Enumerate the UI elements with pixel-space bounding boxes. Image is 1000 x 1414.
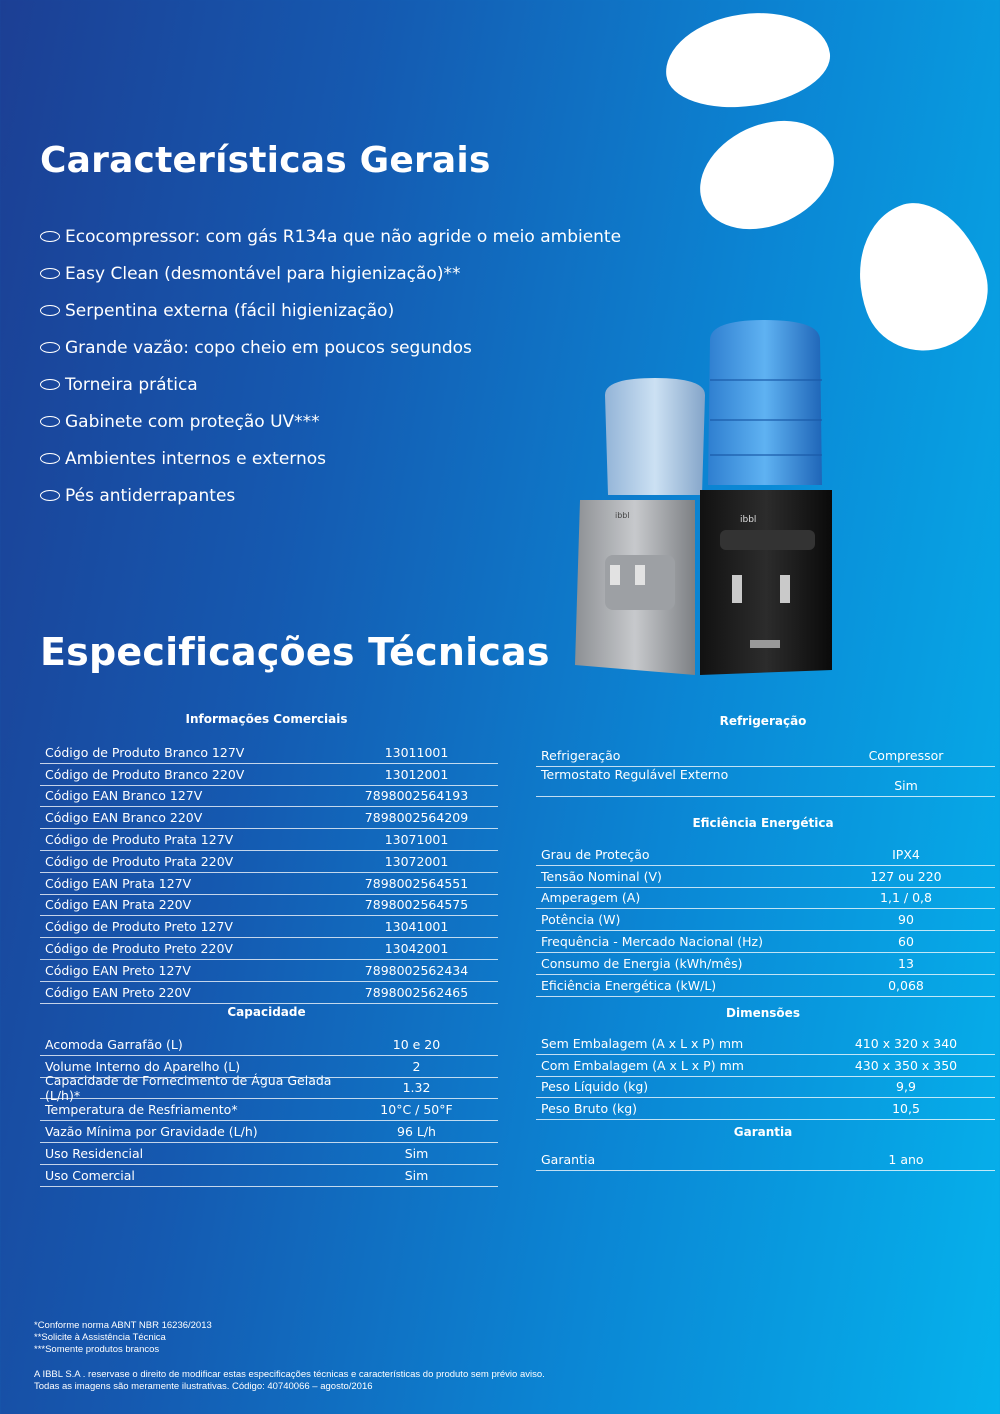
spec-value: Sim — [404, 1167, 429, 1183]
spec-value: 7898002564193 — [364, 788, 469, 804]
spec-row — [40, 1121, 498, 1143]
bullet-icon — [40, 231, 60, 242]
spec-label: Código EAN Preto 127V — [45, 962, 191, 978]
spec-row — [536, 1033, 995, 1055]
spec-value: Sim — [894, 777, 918, 793]
spec-value: 7898002564551 — [364, 875, 469, 891]
table-eficiencia — [536, 844, 995, 997]
spec-label: Eficiência Energética (kW/L) — [541, 977, 717, 993]
spec-label: Vazão Mínima por Gravidade (L/h) — [45, 1124, 258, 1140]
spec-row — [40, 1165, 498, 1187]
bullet-icon — [40, 305, 60, 316]
spec-row — [536, 1055, 995, 1077]
table-capacidade — [40, 1034, 498, 1187]
section-title-garantia: Garantia — [733, 1125, 793, 1139]
features-title: Características Gerais — [40, 140, 491, 181]
table-comerciais — [40, 742, 498, 1004]
spec-value: IPX4 — [892, 846, 920, 862]
feature-item — [40, 403, 621, 440]
spec-value: 7898002564209 — [364, 810, 469, 826]
spec-value: 430 x 350 x 350 — [854, 1057, 958, 1073]
table-dimensoes — [536, 1033, 995, 1120]
spec-value: 90 — [898, 912, 914, 928]
spec-row — [536, 745, 995, 767]
ibbl-logo: ibbl — [740, 515, 757, 525]
specs-title: Especificações Técnicas — [40, 630, 550, 674]
spec-value: 13072001 — [384, 853, 449, 869]
feature-item — [40, 218, 621, 255]
spec-label: Sem Embalagem (A x L x P) mm — [541, 1035, 744, 1051]
spec-row — [40, 873, 498, 895]
spec-row — [40, 742, 498, 764]
feature-item — [40, 255, 621, 292]
feature-item — [40, 477, 621, 514]
section-title-dimensoes: Dimensões — [726, 1006, 800, 1020]
spec-label: Peso Líquido (kg) — [541, 1079, 649, 1095]
spec-label: Código EAN Prata 127V — [45, 875, 192, 891]
table-refrigeracao — [536, 745, 995, 797]
spec-value: 13042001 — [384, 941, 449, 957]
spec-row — [40, 1143, 498, 1165]
spec-label: Código de Produto Branco 220V — [45, 766, 245, 782]
spec-value: 7898002564575 — [364, 897, 469, 913]
spec-value: 10°C / 50°F — [380, 1102, 453, 1118]
feature-item — [40, 329, 621, 366]
spec-value: 2 — [412, 1058, 421, 1074]
spec-value: 1.32 — [402, 1080, 431, 1096]
spec-row — [40, 1034, 498, 1056]
spec-value: 7898002562434 — [364, 962, 469, 978]
spec-value: 13011001 — [384, 744, 449, 760]
spec-value: 96 L/h — [397, 1124, 436, 1140]
table-garantia — [536, 1149, 995, 1171]
spec-label: Temperatura de Resfriamento* — [45, 1102, 238, 1118]
spec-row — [40, 851, 498, 873]
spec-row — [536, 931, 995, 953]
spec-value: Compressor — [868, 747, 944, 763]
spec-label: Código EAN Prata 220V — [45, 897, 192, 913]
spec-value: 410 x 320 x 340 — [854, 1035, 958, 1051]
spec-value: 1 ano — [888, 1151, 924, 1167]
spec-row — [40, 764, 498, 786]
spec-value: 13 — [898, 955, 914, 971]
section-title-capacidade: Capacidade — [227, 1005, 306, 1019]
spec-row — [536, 888, 995, 910]
spec-row — [536, 866, 995, 888]
spec-label: Capacidade de Fornecimento de Água Gelada (L/h)* — [45, 1073, 332, 1103]
feature-text: Serpentina externa (fácil higienização) — [65, 300, 395, 321]
spec-value: 13071001 — [384, 832, 449, 848]
spec-row — [536, 1098, 995, 1120]
ibbl-logo-silver: ibbl — [615, 511, 630, 520]
spec-row — [40, 829, 498, 851]
spec-value: 10,5 — [892, 1101, 920, 1117]
footnote: ***Somente produtos brancos — [34, 1344, 160, 1355]
spec-label: Acomoda Garrafão (L) — [45, 1036, 183, 1052]
spec-label: Grau de Proteção — [541, 846, 650, 862]
spec-label: Código de Produto Branco 127V — [45, 744, 245, 760]
footnote: **Solicite à Assistência Técnica — [34, 1332, 166, 1343]
disclaimer-line: Todas as imagens são meramente ilustrativas. Código: 40740066 – agosto/2016 — [34, 1381, 373, 1392]
spec-label: Código de Produto Prata 127V — [45, 832, 234, 848]
spec-row — [40, 786, 498, 808]
spec-label: Código EAN Preto 220V — [45, 984, 191, 1000]
spec-row — [40, 938, 498, 960]
spec-label: Refrigeração — [541, 747, 621, 763]
water-drop-bottom — [836, 186, 1000, 368]
bullet-icon — [40, 379, 60, 390]
spec-row — [40, 895, 498, 917]
spec-label: Termostato Regulável Externo — [541, 766, 729, 782]
feature-text: Ecocompressor: com gás R134a que não agride o meio ambiente — [65, 226, 622, 247]
spec-value: Sim — [404, 1145, 429, 1161]
spec-value: 9,9 — [896, 1079, 916, 1095]
spec-label: Uso Comercial — [45, 1167, 135, 1183]
disclaimer-line: A IBBL S.A . reservase o direito de modificar estas especificações técnicas e características do produto sem prévio aviso. — [34, 1369, 545, 1380]
feature-text: Easy Clean (desmontável para higienização)** — [65, 263, 461, 284]
feature-text: Pés antiderrapantes — [65, 485, 236, 506]
spec-row — [536, 1077, 995, 1099]
spec-value: 10 e 20 — [392, 1036, 441, 1052]
spec-label: Código de Produto Preto 220V — [45, 941, 233, 957]
spec-label: Peso Bruto (kg) — [541, 1101, 638, 1117]
spec-label: Volume Interno do Aparelho (L) — [45, 1058, 241, 1074]
spec-label: Tensão Nominal (V) — [541, 868, 662, 884]
water-drop-middle — [682, 100, 851, 250]
footnotes — [34, 1320, 212, 1356]
features-list — [40, 218, 621, 514]
section-title-comerciais: Informações Comerciais — [185, 712, 348, 726]
spec-value: 7898002562465 — [364, 984, 469, 1000]
spec-row — [536, 1149, 995, 1171]
spec-row — [40, 960, 498, 982]
spec-label: Potência (W) — [541, 912, 621, 928]
spec-row — [536, 975, 995, 997]
spec-value: 13041001 — [384, 919, 449, 935]
spec-value: 1,1 / 0,8 — [880, 890, 932, 906]
spec-value: 60 — [898, 934, 914, 950]
bullet-icon — [40, 268, 60, 279]
spec-row — [40, 807, 498, 829]
spec-value: 0,068 — [888, 977, 924, 993]
spec-label: Com Embalagem (A x L x P) mm — [541, 1057, 744, 1073]
spec-label: Frequência - Mercado Nacional (Hz) — [541, 934, 763, 950]
spec-row — [536, 844, 995, 866]
spec-row — [40, 1099, 498, 1121]
spec-label: Código de Produto Prata 220V — [45, 853, 234, 869]
spec-row — [40, 916, 498, 938]
bullet-icon — [40, 490, 60, 501]
feature-text: Torneira prática — [65, 374, 198, 395]
spec-row — [536, 909, 995, 931]
feature-item — [40, 292, 621, 329]
feature-item — [40, 366, 621, 403]
section-title-refrigeracao: Refrigeração — [719, 714, 807, 728]
bullet-icon — [40, 342, 60, 353]
spec-row — [536, 767, 995, 797]
feature-item — [40, 440, 621, 477]
spec-label: Uso Residencial — [45, 1145, 144, 1161]
spec-row — [40, 982, 498, 1004]
spec-label: Garantia — [541, 1151, 596, 1167]
footnote: *Conforme norma ABNT NBR 16236/2013 — [34, 1320, 212, 1331]
spec-label: Código EAN Branco 127V — [45, 788, 203, 804]
spec-row — [536, 953, 995, 975]
spec-label: Amperagem (A) — [541, 890, 641, 906]
bullet-icon — [40, 416, 60, 427]
spec-value: 127 ou 220 — [870, 868, 942, 884]
spec-row — [40, 1073, 498, 1103]
spec-value: 13012001 — [384, 766, 449, 782]
feature-text: Grande vazão: copo cheio em poucos segundos — [65, 337, 472, 358]
disclaimer — [34, 1369, 545, 1393]
section-title-eficiencia: Eficiência Energética — [692, 816, 834, 830]
feature-text: Gabinete com proteção UV*** — [65, 411, 320, 432]
water-drop-top — [659, 3, 835, 117]
bullet-icon — [40, 453, 60, 464]
spec-label: Código EAN Branco 220V — [45, 810, 203, 826]
spec-label: Código de Produto Preto 127V — [45, 919, 233, 935]
spec-label: Consumo de Energia (kWh/mês) — [541, 955, 743, 971]
feature-text: Ambientes internos e externos — [65, 448, 327, 469]
